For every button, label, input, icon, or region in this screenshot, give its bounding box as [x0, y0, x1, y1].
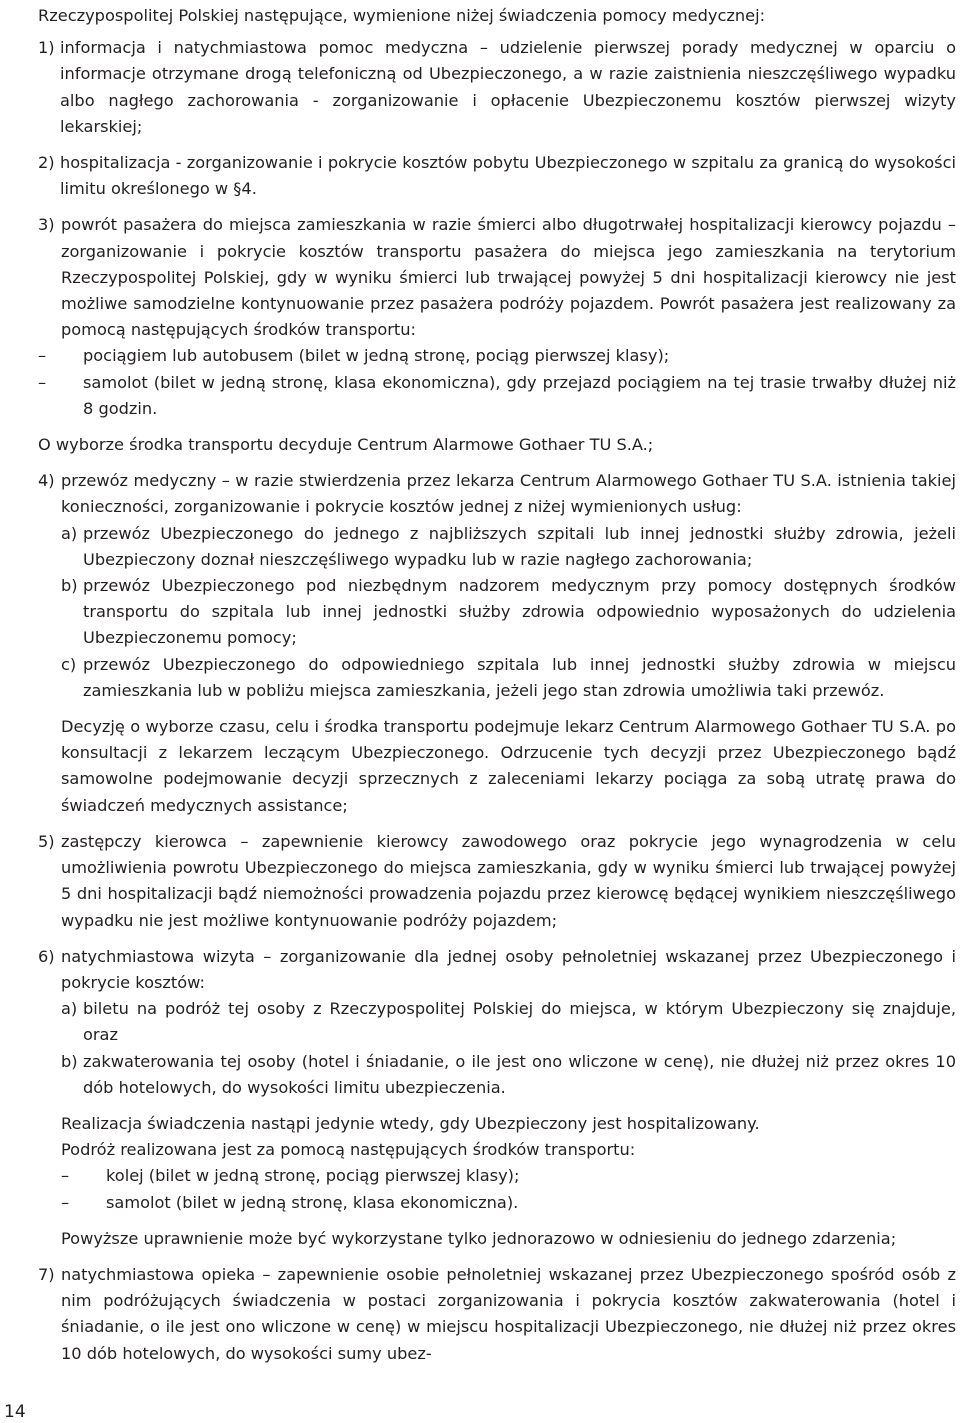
- list-item-6: [38, 944, 956, 1252]
- dash-item: [61, 1163, 956, 1189]
- sub-item-b: [61, 573, 956, 652]
- item-number: 1): [38, 38, 55, 58]
- dash-text: samolot (bilet w jedną stronę, klasa ekonomiczna), gdy przejazd pociągiem na tej trasie trwałby dłużej niż 8 godzin.: [83, 372, 956, 418]
- dash-text: samolot (bilet w jedną stronę, klasa ekonomiczna).: [106, 1192, 519, 1212]
- intro-line: Rzeczypospolitej Polskiej następujące, wymienione niżej świadczenia pomocy medycznej:: [38, 6, 766, 25]
- dash-item: [38, 370, 956, 422]
- sub-text: przewóz Ubezpieczonego do jednego z najbliższych szpitali lub innej jednostki służby zdrowia, jeżeli Ubezpieczony doznał nieszczęśliwego wypadku lub w razie nagłego zachorowania;: [83, 523, 956, 569]
- item-text: powrót pasażera do miejsca zamieszkania w razie śmierci albo długotrwałej hospitalizacji kierowcy pojazdu – zorganizowanie i pokrycie kosztów transportu pasażera do miejsca jego zamieszkania na terytorium Rzeczypospolitej Polskiej, gdy w wyniku śmierci lub trwającej powyżej 5 dni hospitalizacji kierowcy nie jest możliwe samodzielne kontynuowanie przez pasażera podróży pojazdem. Powrót pasażera jest realizowany za pomocą następujących środków transportu:: [61, 215, 956, 340]
- item-number: 4): [38, 471, 55, 491]
- list-item-5: [38, 829, 956, 934]
- item-number: 7): [38, 1264, 55, 1284]
- item-number: 6): [38, 946, 55, 966]
- item-text: zastępczy kierowca – zapewnienie kierowcy zawodowego oraz pokrycie jego wynagrodzenia w celu umożliwienia powrotu Ubezpieczonego do miejsca zamieszkania, gdy w wyniku śmierci lub trwającej powyżej 5 dni hospitalizacji bądź niemożności prowadzenia pojazdu przez kierowcę będącej wynikiem nieszczęśliwego wypadku nie jest możliwe kontynuowanie podróży pojazdem;: [61, 831, 956, 930]
- dash-mark: –: [61, 1192, 70, 1212]
- sub-number: a): [61, 999, 78, 1019]
- document-body: [38, 3, 956, 1367]
- sub-item-b: [61, 1049, 956, 1101]
- item-number: 5): [38, 831, 55, 851]
- sub-number: b): [61, 576, 78, 596]
- list-item-1: [38, 35, 956, 140]
- item-text: natychmiastowa wizyta – zorganizowanie dla jednej osoby pełnoletniej wskazanej przez Ubezpieczonego i pokrycie kosztów:: [61, 946, 956, 992]
- sub-number: a): [61, 523, 78, 543]
- sub-text: zakwaterowania tej osoby (hotel i śniadanie, o ile jest ono wliczone w cenę), nie dłużej niż przez okres 10 dób hotelowych, do wysokości limitu ubezpieczenia.: [83, 1051, 956, 1097]
- item-text: hospitalizacja - zorganizowanie i pokrycie kosztów pobytu Ubezpieczonego w szpitalu za granicą do wysokości limitu określonego w §4.: [60, 153, 956, 199]
- sub-text: biletu na podróż tej osoby z Rzeczypospolitej Polskiej do miejsca, w którym Ubezpieczony się znajduje, oraz: [83, 999, 956, 1045]
- dash-text: pociągiem lub autobusem (bilet w jedną stronę, pociąg pierwszej klasy);: [83, 346, 670, 366]
- decision-paragraph: Decyzję o wyborze czasu, celu i środka transportu podejmuje lekarz Centrum Alarmowego Gothaer TU S.A. po konsultacji z lekarzem leczącym Ubezpieczonego. Odrzucenie tych decyzji przez Ubezpieczonego bądź samowolne podejmowanie decyzji sprzecznych z zaleceniami lekarzy pociąga za sobą utratę prawa do świadczeń medycznych assistance;: [61, 717, 956, 815]
- page-number: 14: [4, 1402, 26, 1422]
- dash-item: [38, 343, 956, 369]
- sub-number: c): [61, 654, 77, 674]
- item-number: 3): [38, 215, 55, 235]
- list-item-3: [38, 212, 956, 343]
- sub-number: b): [61, 1051, 78, 1071]
- transport-note: O wyborze środka transportu decyduje Centrum Alarmowe Gothaer TU S.A.;: [38, 435, 654, 455]
- item-number: 2): [38, 153, 55, 173]
- list-item-7: [38, 1262, 956, 1367]
- dash-mark: –: [61, 1166, 70, 1186]
- sub-item-c: [61, 652, 956, 704]
- item-text: przewóz medyczny – w razie stwierdzenia przez lekarza Centrum Alarmowego Gothaer TU S.A. istnienia takiej konieczności, zorganizowanie i pokrycie kosztów jednej z niżej wymienionych usług:: [61, 471, 956, 517]
- dash-item: [61, 1190, 956, 1216]
- sub-text: przewóz Ubezpieczonego do odpowiedniego szpitala lub innej jednostki służby zdrowia w miejscu zamieszkania lub w pobliżu miejsca zamieszkania, jeżeli jego stan zdrowia umożliwia taki przewóz.: [83, 654, 956, 700]
- item-text: informacja i natychmiastowa pomoc medyczna – udzielenie pierwszej porady medycznej w oparciu o informacje otrzymane drogą telefoniczną od Ubezpieczonego, a w razie zaistnienia nieszczęśliwego wypadku albo nagłego zachorowania - zorganizowanie i opłacenie Ubezpieczonemu kosztów pierwszej wizyty lekarskiej;: [60, 38, 956, 136]
- list-item-4: [38, 468, 956, 819]
- item-text: natychmiastowa opieka – zapewnienie osobie pełnoletniej wskazanej przez Ubezpieczonego spośród osób z nim podróżujących świadczenia w postaci zorganizowania i pokrycia kosztów zakwaterowania (hotel i śniadanie, o ile jest ono wliczone w cenę) w miejscu hospitalizacji Ubezpieczonego, nie dłużej niż przez okres 10 dób hotelowych, do wysokości sumy ubez-: [61, 1264, 956, 1363]
- one-time-note: Powyższe uprawnienie może być wykorzystane tylko jednorazowo w odniesieniu do jednego zdarzenia;: [61, 1228, 897, 1248]
- list-item-2: [38, 150, 956, 202]
- sub-item-a: [61, 521, 956, 573]
- dash-mark: –: [38, 372, 47, 392]
- travel-note: Podróż realizowana jest za pomocą następujących środków transportu:: [61, 1140, 636, 1160]
- dash-mark: –: [38, 346, 47, 366]
- sub-text: przewóz Ubezpieczonego pod niezbędnym nadzorem medycznym przy pomocy dostępnych środków transportu do szpitala lub innej jednostki służby zdrowia odpowiednio wyposażonych do udzielenia Ubezpieczonemu pomocy;: [83, 576, 956, 648]
- realization-note: Realizacja świadczenia nastąpi jedynie wtedy, gdy Ubezpieczony jest hospitalizowany.: [61, 1113, 760, 1133]
- sub-item-a: [61, 996, 956, 1048]
- dash-text: kolej (bilet w jedną stronę, pociąg pierwszej klasy);: [106, 1166, 520, 1186]
